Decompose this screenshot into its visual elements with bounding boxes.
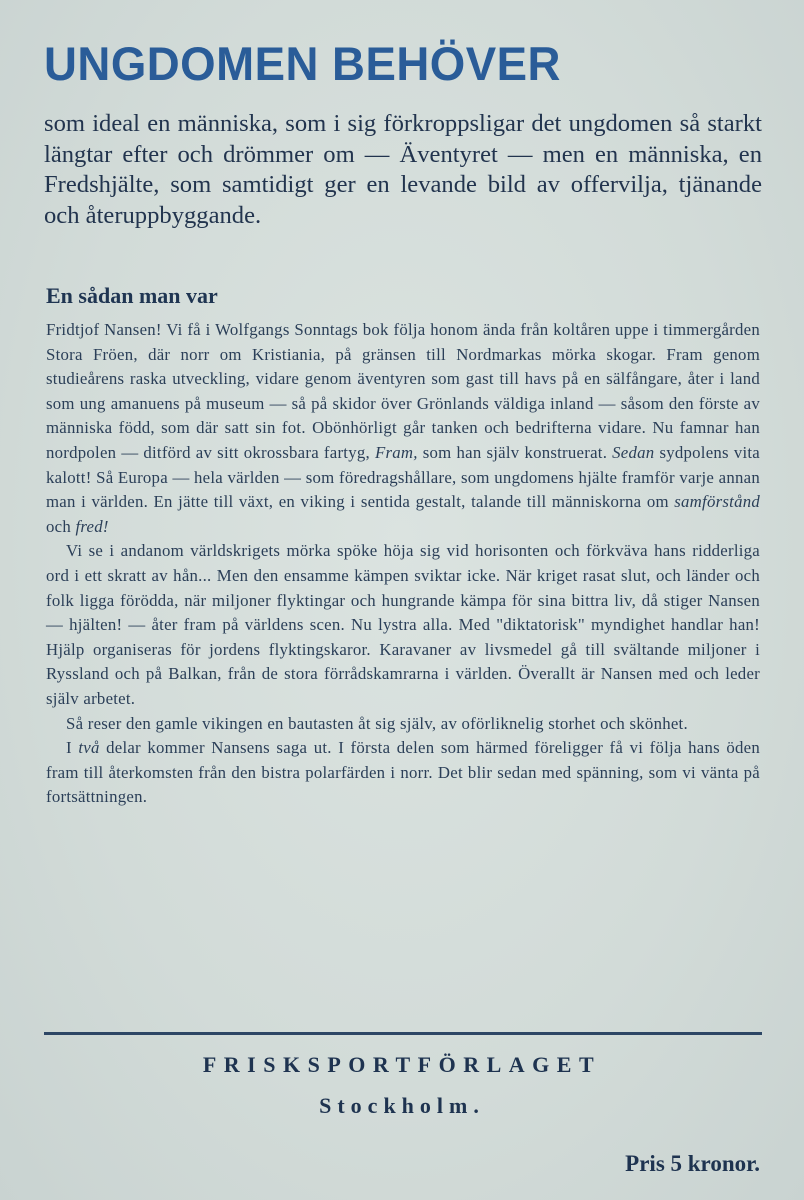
paragraph-4-text-c: delar kommer Nansens saga ut. I första delen som härmed föreligger få vi följa hans öden fram till återkomsten från den bistra polarfärden i norr. Det blir sedan med spänning, som vi vänta på fortsättningen. <box>46 738 760 807</box>
ship-name-fram: Fram, <box>374 442 418 462</box>
price: Pris 5 kronor. <box>625 1151 760 1176</box>
emphasis-tva: två <box>78 738 100 758</box>
publisher-city: Stockholm. <box>319 1093 485 1118</box>
publisher-name: FRISKSPORTFÖRLAGET <box>202 1052 602 1077</box>
subheading: En sådan man var <box>46 283 218 308</box>
emphasis-sedan: Sedan <box>612 442 655 462</box>
body-text <box>46 318 760 810</box>
paragraph-1-text-a: Fridtjof Nansen! Vi få i Wolfgangs Sonntags bok följa honom ända från koltåren uppe i timmergården Stora Fröen, där norr om Kristiania, på gränsen till Nordmarkas mörka skogar. Fram genom studieårens raska utveckling, vidare genom äventyren som gast till havs på en sälfångare, åter i land som ung amanuens på museum — så på skidor över Grönlands väldiga inland — såsom den förste av människa född, som där satt sin fot. Obönhörligt går tanken och bedrifterna vidare. Nu famnar han nordpolen — ditförd av sitt okrossbara fartyg, <box>46 320 760 462</box>
paragraph-2: Vi se i andanom världskrigets mörka spöke höja sig vid horisonten och förkväva hans ridderliga ord i ett skratt av hån... Men den ensamme kämpen sviktar icke. När kriget rasat slut, och länder och folk ligga förödda, när miljoner flyktingar och hungrande kämpa för sina bittra liv, då stiger Nansen — hjälten! — åter fram på världens scen. Nu lystra alla. Med "diktatorisk" myndighet handlar han! Hjälp organiseras för jordens flyktingskaror. Karavaner av livsmedel gå till svältande miljoner i Ryssland och på Balkan, från de stora förrådskamrarna i världen. Överallt är Nansen med och leder själv arbetet. <box>46 541 760 708</box>
divider-rule <box>44 1032 762 1035</box>
paragraph-4-text-a: I <box>66 738 79 758</box>
emphasis-samforstand: samförstånd <box>674 492 760 512</box>
intro-paragraph: som ideal en människa, som i sig förkroppsligar det ungdomen så starkt längtar efter och drömmer om — Äventyret — men en människa, en Fredshjälte, som samtidigt ger en levande bild av offervilja, tjänande och återuppbyggande. <box>44 110 762 229</box>
headline: UNGDOMEN BEHÖVER <box>44 37 561 90</box>
paragraph-3: Så reser den gamle vikingen en bautasten åt sig själv, av oförliknelig storhet och skönhet. <box>66 713 688 733</box>
paragraph-1 <box>46 318 760 539</box>
paragraph-1-text-e: sydpolens vita kalott! Så Europa — hela världen — som föredragshållare, som ungdomens hjälte framför varje annan man i världen. En jätte till växt, en viking i sentida gestalt, talande till människorna om <box>46 442 761 512</box>
paragraph-1-text-c: som han själv konstruerat. <box>417 442 613 462</box>
paragraph-1-text-g: och <box>46 516 76 536</box>
paragraph-4 <box>46 736 760 810</box>
emphasis-fred: fred! <box>75 516 109 536</box>
